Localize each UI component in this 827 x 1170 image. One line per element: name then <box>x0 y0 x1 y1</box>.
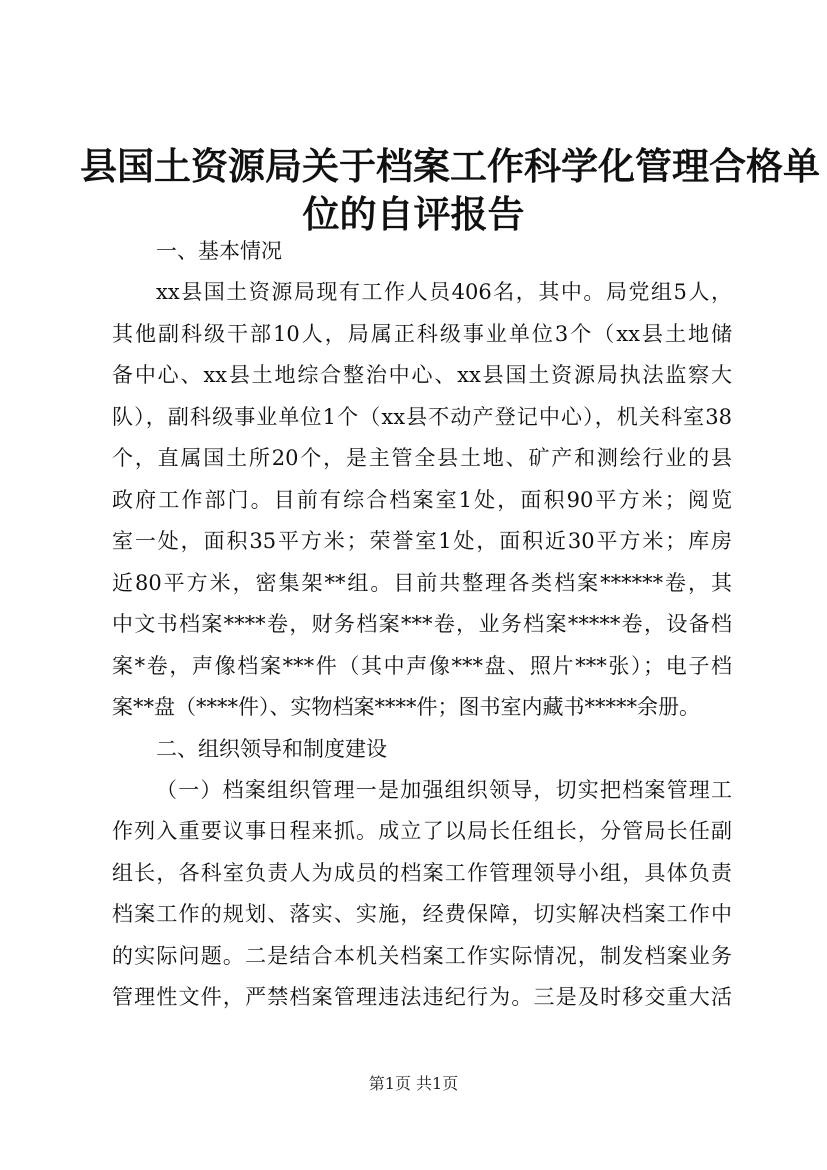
section-heading-organization: 二、组织领导和制度建设 <box>156 736 387 761</box>
text-line: 作列入重要议事日程来抓。成立了以局长任组长，分管局长任副 <box>112 819 732 843</box>
text-line: 个，直属国土所20个，是主管全县土地、矿产和测绘行业的县 <box>112 446 732 470</box>
title-line-1: 县国土资源局关于档案工作科学化管理合格单 <box>80 144 820 188</box>
page-footer: 第1页 共1页 <box>368 1074 459 1093</box>
text-line: 其他副科级干部10人，局属正科级事业单位3个（xx县土地储 <box>112 321 732 346</box>
text-line: 案*卷，声像档案***件（其中声像***盘、照片***张）；电子档 <box>112 653 732 678</box>
text-line: 队），副科级事业单位1个（xx县不动产登记中心），机关科室38 <box>112 404 732 429</box>
text-line: 政府工作部门。目前有综合档案室1处，面积90平方米；阅览 <box>112 487 732 512</box>
section-heading-basic-info: 一、基本情况 <box>156 239 282 263</box>
text-line: 的实际问题。二是结合本机关档案工作实际情况，制发档案业务 <box>112 943 732 968</box>
paragraph-organization <box>112 770 732 1019</box>
text-line: 中文书档案****卷，财务档案***卷，业务档案*****卷，设备档 <box>112 612 732 636</box>
text-line: 案**盘（****件）、实物档案****件；图书室内藏书*****余册。 <box>112 695 700 719</box>
document-body <box>112 231 732 1019</box>
text-line: xx县国土资源局现有工作人员406名，其中。局党组5人， <box>156 280 732 304</box>
text-line: 近80平方米，密集架**组。目前共整理各类档案******卷，其 <box>112 570 732 595</box>
text-line: 档案工作的规划、落实、实施，经费保障，切实解决档案工作中 <box>112 902 732 926</box>
text-line: 室一处，面积35平方米；荣誉室1处，面积近30平方米；库房 <box>112 529 732 553</box>
text-line: （一）档案组织管理一是加强组织领导，切实把档案管理工 <box>156 777 732 802</box>
document-title <box>80 142 820 238</box>
title-line-2: 位的自评报告 <box>302 192 525 236</box>
text-line: 组长，各科室负责人为成员的档案工作管理领导小组，具体负责 <box>112 860 732 885</box>
text-line: 备中心、xx县土地综合整治中心、xx县国土资源局执法监察大 <box>112 363 732 387</box>
paragraph-basic-info <box>112 272 732 729</box>
text-line: 管理性文件，严禁档案管理违法违纪行为。三是及时移交重大活 <box>112 985 732 1009</box>
